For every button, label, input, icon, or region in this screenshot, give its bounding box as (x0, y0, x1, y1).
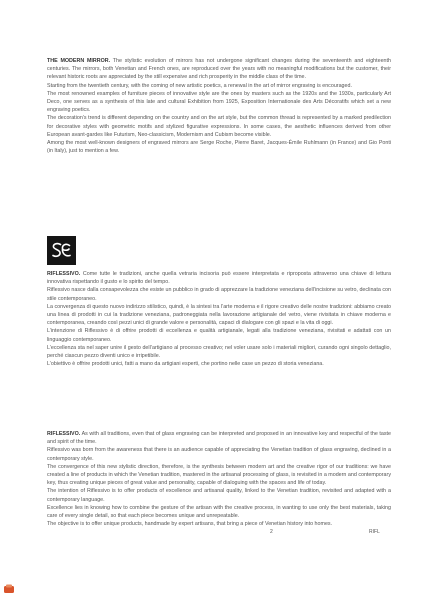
se-monogram-icon (47, 236, 76, 265)
section-lead: RIFLESSIVO. (47, 271, 81, 277)
paragraph: La convergenza di questo nuovo indirizzo stilistico, quindi, è la sintesi tra l’arte moderna e il rigore creativo delle nostre tradizioni: abbiamo creato una linea di prodotti in cui la tradizione veneziana, padroneggiata nella lavorazione artigianale del vetro, viene rivisitata in chiave moderna e contemporanea, creando così pezzi unici di grande valore e personalità, capaci di dialogare con gli spazi e la vita di oggi. (47, 303, 391, 327)
corner-badge-icon (3, 583, 15, 595)
section-lead: THE MODERN MIRROR. (47, 58, 111, 64)
paragraph-intro (47, 57, 391, 82)
paragraph: The decoration’s trend is different depending on the country and on the art style, but the common thread is represented by a marked predilection for decorative styles with geometric motifs and stylized figurative expressions. In some cases, the aesthetic influences derived from other European avant-gardes like Futurism, Neo-classicism, Modernism and Cubism become visible. (47, 115, 391, 138)
paragraph: The intention of Riflessivo is to offer products of excellence and artisanal quality, linked to the Venetian tradition, revisited and adapted with a contemporary language. (47, 488, 391, 503)
section-lead: RIFLESSIVO. (47, 431, 81, 437)
section-riflessivo-it (47, 270, 391, 368)
paragraph-text: The stylistic evolution of mirrors has not undergone significant changes during the seventeenth and eighteenth centuries. The mirrors, both Venetian and French ones, are reproduced over the years with no meaningful modifications but the customer, their relevant historic roots are appreciated by the still expensive and rich prosperity in the middle class of the time. (47, 58, 391, 81)
section-riflessivo-en (47, 430, 391, 528)
running-footer-label: RIFL (369, 529, 380, 535)
paragraph: L’intenzione di Riflessivo è di offrire prodotti di eccellenza e qualità artigianale, legati alla tradizione veneziana, rivisitati e adattati con un linguaggio contemporaneo. (47, 328, 391, 343)
paragraph: Starting from the twentieth century, with the coming of new artistic poetics, a renewal in the art of mirror engraving is encouraged. (47, 82, 352, 89)
paragraph: The most renowned examples of furniture pieces of innovative style are the ones by masters such as the 1920s and the 1930s, particularly Art Deco, one serves as a synthesis of this late and cultural Exhibition from 1925, Exposition Internationale des Arts Décoratifs which set a new engraving poetics. (47, 90, 391, 114)
paragraph: Riflessivo was born from the awareness that there is an audience capable of appreciating the Venetian tradition of glass engraving, declined in a contemporary style. (47, 447, 391, 462)
paragraph: L’eccellenza sta nel saper unire il gesto dell’artigiano al processo creativo; nel voler usare solo i materiali migliori, curando ogni singolo dettaglio, perché ciascun pezzo diventi unico e irripetibile. (47, 344, 391, 360)
paragraph-intro (47, 270, 391, 286)
paragraph: L’obiettivo è offrire prodotti unici, fatti a mano da artigiani esperti, che portino nelle case un pezzo di storia veneziana. (47, 361, 324, 368)
paragraph-text: As with all traditions, even that of glass engraving can be interpreted and proposed in an innovative key and respectful of the taste and spirit of the time. (47, 431, 391, 446)
paragraph: Excellence lies in knowing how to combine the gesture of the artisan with the creative process, in wanting to use only the best materials, taking care of every single detail, so that each piece becomes unique and unrepeatable. (47, 504, 391, 520)
paragraph: Riflessivo nasce dalla consapevolezza che esiste un pubblico in grado di apprezzare la tradizione veneziana dell’incisione su vetro, declinata con stile contemporaneo. (47, 287, 391, 302)
section-modern-mirror-en (47, 57, 391, 155)
paragraph-text: Come tutte le tradizioni, anche quella vetraria incisoria può essere interpretata e riproposta attraverso una chiave di lettura innovativa rispettando il gusto e lo spirito del tempo. (47, 271, 391, 286)
paragraph: The objective is to offer unique products, handmade by expert artisans, that bring a piece of Venetian history into homes. (47, 521, 333, 528)
paragraph-intro (47, 430, 391, 446)
paragraph: Among the most well-known designers of engraved mirrors are Serge Roche, Pierre Baret, Jacques-Émile Ruhlmann (in France) and Gio Ponti (in Italy), just to mention a few. (47, 140, 391, 155)
page-number: 2 (270, 529, 273, 535)
paragraph: The convergence of this new stylistic direction, therefore, is the synthesis between modern art and the creative rigor of our traditions: we have created a line of products in which the Venetian tradition, mastered in the artisanal processing of glass, is revisited in a modern and contemporary key, thus creating unique pieces of great value and personality, capable of dialoguing with the spaces and life of today. (47, 463, 391, 487)
